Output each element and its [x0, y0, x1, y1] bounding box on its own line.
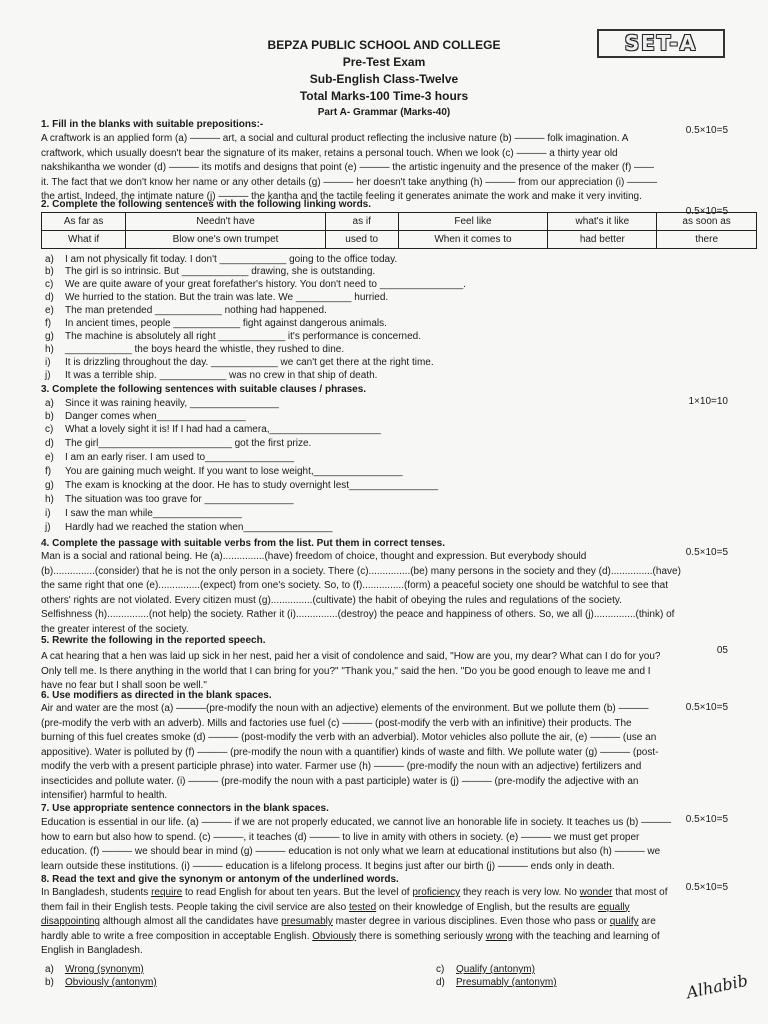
passage-text: although almost all the candidates have — [99, 916, 282, 927]
passage-text: are — [638, 916, 656, 927]
q3-item — [45, 438, 312, 449]
q1-passage — [41, 132, 731, 205]
teacher-signature: Alhabib — [684, 970, 750, 1003]
table-cell: what's it like — [548, 213, 657, 231]
q6-passage — [41, 702, 731, 804]
item-text: You are gaining much weight. If you want to lose weight,________________ — [65, 466, 403, 477]
q6-title: 6. Use modifiers as directed in the blank spaces. — [41, 690, 272, 701]
table-cell: Needn't have — [126, 213, 326, 231]
q4-marks: 0.5×10=5 — [685, 547, 728, 558]
q2-item — [45, 331, 422, 342]
item-text: Hardly had we reached the station when________________ — [65, 522, 333, 533]
item-text: It is drizzling throughout the day. ____________ we can't get there at the right time. — [65, 357, 434, 368]
q4-line: Man is a social and rational being. He (a)...............(have) freedom of choice, thought and expression. But everybody should — [41, 551, 587, 562]
item-text: The machine is absolutely all right ____________ it's performance is concerned. — [65, 331, 422, 342]
table-cell: as if — [325, 213, 398, 231]
q7-title: 7. Use appropriate sentence connectors in the blank spaces. — [41, 803, 329, 814]
q2-marks: 0.5×10=5 — [685, 206, 728, 217]
q8-answer — [436, 977, 557, 988]
q6-line: burning of this fuel creates smoke (d) ——— (post-modify the verb with an adverbial). Motor vehicles also pollute the air, (e) ——— (use an — [41, 732, 657, 743]
q2-item — [45, 357, 434, 368]
q3-marks: 1×10=10 — [688, 396, 728, 407]
q4-line: the greater interest of the society. — [41, 623, 189, 635]
underlined-word: proficiency — [412, 887, 461, 898]
item-text: Wrong (synonym) — [65, 964, 144, 975]
underlined-word: presumably — [281, 916, 333, 927]
passage-text: In Bangladesh, students — [41, 887, 152, 898]
school-name: BEPZA PUBLIC SCHOOL AND COLLEGE — [267, 38, 501, 52]
item-label: j) — [45, 522, 51, 533]
passage-text: with the teaching and learning of — [512, 930, 660, 942]
q1-marks: 0.5×10=5 — [685, 125, 728, 136]
item-label: g) — [45, 480, 54, 491]
underlined-word: wonder — [579, 887, 613, 898]
q3-item — [45, 411, 246, 422]
item-label: f) — [45, 318, 52, 329]
q1-line: nakshikantha we wonder (d) ——— its motifs and designs that point (e) ——— the artistic ingenuity and the presence of the maker (f) —— — [41, 162, 655, 173]
item-text: We are quite aware of your great forefather's history. You don't need to _______________. — [65, 279, 466, 290]
item-label: b) — [45, 266, 54, 277]
q6-line: insecticides and pollute water. (i) ——— (pre-modify the noun with a past participle) water is (j) ——— (pre-modify the adjective with an — [41, 775, 639, 787]
underlined-word: qualify — [609, 916, 639, 927]
q6-line: intensifier) harmful to health. — [41, 790, 168, 801]
item-text: Presumably (antonym) — [456, 977, 557, 988]
q6-line: appositive). Water is polluted by (f) ——— (pre-modify the noun with a quantifier) kinds of waste and filth. We pollute water (g) ——— (post- — [41, 746, 659, 758]
q8-passage — [41, 886, 731, 959]
item-text: The girl________________________ got the first prize. — [65, 438, 312, 449]
item-label: d) — [436, 977, 445, 988]
item-label: i) — [45, 357, 51, 368]
q3-item — [45, 452, 295, 463]
q4-line: (b)...............(consider) that he is not the only person in a society. There (c)...............(be) many persons in the society and they (d)...............(have) — [41, 565, 681, 577]
item-label: e) — [45, 305, 54, 316]
exam-title: Pre-Test Exam — [342, 55, 426, 69]
item-label: c) — [45, 424, 54, 435]
q3-item — [45, 480, 439, 491]
item-text: I saw the man while________________ — [65, 508, 242, 519]
passage-text: master degree in various disciplines. Even those who pass or — [332, 916, 610, 927]
item-text: What a lovely sight it is! If I had had a camera,____________________ — [65, 424, 381, 435]
q3-item — [45, 494, 294, 505]
q2-title: 2. Complete the following sentences with the following linking words. — [41, 199, 372, 210]
q2-item — [45, 279, 466, 290]
item-label: a) — [45, 398, 54, 409]
q8-line — [41, 930, 731, 945]
q7-line: Education is essential in our life. (a) ——— if we are not properly educated, we cannot live an honorable life in society. It teaches us (b) ——— — [41, 817, 672, 828]
passage-text: to read English for about ten years. But the level of — [182, 887, 413, 898]
item-label: b) — [45, 977, 54, 988]
q8-answer — [436, 964, 535, 975]
table-cell: Blow one's own trumpet — [126, 231, 326, 249]
passage-text: that most of — [612, 887, 668, 898]
item-text: Obviously (antonym) — [65, 977, 157, 988]
underlined-word: wrong — [485, 930, 513, 942]
table-cell: there — [657, 231, 757, 249]
item-label: e) — [45, 452, 54, 463]
item-label: i) — [45, 508, 51, 519]
q6-line: Air and water are the most (a) ———(pre-modify the noun with an adjective) elements of the environment. But we pollute them (b) ——— — [41, 703, 649, 714]
q4-line: Selfishness (h)...............(not help) the society. Rather it (i)...............(destroy) the peace and happiness of others. So, we all (j)...............(think) of — [41, 609, 675, 620]
q2-item — [45, 266, 376, 277]
item-text: The exam is knocking at the door. He has to study overnight lest________________ — [65, 480, 439, 491]
passage-text: on their knowledge of English, but the results are — [376, 901, 598, 913]
q2-item — [45, 344, 345, 355]
q6-marks: 0.5×10=5 — [685, 702, 728, 713]
q5-line: Only tell me. Is there anything in the world that I can bring for you?" "Thank you," said the hen. "Do you be good enough to leave me and I — [41, 665, 651, 677]
item-text: I am not physically fit today. I don't ____________ going to the office today. — [65, 254, 398, 265]
q4-passage — [41, 550, 731, 637]
passage-text: there is something seriously — [356, 930, 486, 942]
q3-item — [45, 424, 381, 435]
table-cell: Feel like — [398, 213, 548, 231]
q4-line: others' rights are not violated. Every citizen must (g)...............(cultivate) the habit of obeying the rules and regulations of the society. — [41, 594, 622, 606]
marks-line: Total Marks-100 Time-3 hours — [299, 89, 469, 103]
q8-marks: 0.5×10=5 — [685, 882, 728, 893]
q8-line — [41, 886, 731, 901]
q3-item — [45, 522, 333, 533]
q8-answer — [45, 977, 157, 988]
table-cell: as soon as — [657, 213, 757, 231]
q1-line: it. The fact that we don't know her name or any other details (g) ——— her doesn't take anything (h) ——— from our appreciation (i) ——— — [41, 176, 658, 188]
item-label: d) — [45, 292, 54, 303]
table-row — [42, 213, 757, 231]
item-label: d) — [45, 438, 54, 449]
q7-marks: 0.5×10=5 — [685, 814, 728, 825]
table-cell: used to — [325, 231, 398, 249]
q3-item — [45, 466, 403, 477]
subject-line: Sub-English Class-Twelve — [309, 72, 459, 86]
item-label: j) — [45, 370, 51, 381]
q3-title: 3. Complete the following sentences with suitable clauses / phrases. — [41, 384, 367, 395]
q5-marks: 05 — [716, 645, 728, 656]
item-text: In ancient times, people ____________ fight against dangerous animals. — [65, 318, 387, 329]
set-stamp: SET-A — [597, 29, 725, 58]
item-label: g) — [45, 331, 54, 342]
q8-line — [41, 944, 731, 959]
q5-passage — [41, 650, 731, 694]
q7-line: learn outside these institutions. (i) ——— education is a lifelong process. It begins just after our birth (j) ——— ends only in death. — [41, 860, 615, 872]
underlined-word: Obviously — [312, 930, 357, 942]
item-text: We hurried to the station. But the train was late. We __________ hurried. — [65, 292, 389, 303]
q4-title: 4. Complete the passage with suitable verbs from the list. Put them in correct tenses. — [41, 538, 445, 549]
item-label: c) — [436, 964, 445, 975]
table-cell: As far as — [42, 213, 126, 231]
q5-line: have no fear but I shall soon be well." — [41, 680, 207, 691]
item-text: The man pretended ____________ nothing had happened. — [65, 305, 327, 316]
q7-passage — [41, 816, 731, 874]
q2-item — [45, 305, 327, 316]
underlined-word: tested — [348, 901, 377, 913]
table-cell: What if — [42, 231, 126, 249]
q5-line: A cat hearing that a hen was laid up sick in her nest, paid her a visit of condolence and said, "How are you, my dear? What can I do for you? — [41, 651, 661, 662]
item-label: h) — [45, 344, 54, 355]
q8-line — [41, 915, 731, 930]
q8-line — [41, 901, 731, 916]
item-label: b) — [45, 411, 54, 422]
table-row — [42, 231, 757, 249]
passage-text: them fail in their English tests. People taking the civil service are also — [41, 901, 349, 913]
q1-line: A craftwork is an applied form (a) ——— art, a social and cultural product reflecting the inclusive nature (b) ——— folk imagination. A — [41, 133, 629, 144]
q4-line: the same right that one (e)...............(expect) from one's society. So, to (f)...............(form) a peaceful society one should be watchful to see that — [41, 580, 669, 591]
table-cell: When it comes to — [398, 231, 548, 249]
linking-words-table — [41, 212, 757, 249]
underlined-word: equally — [597, 901, 630, 913]
q6-line: (pre-modify the verb with an adverb). Mills and factories use fuel (c) ——— (post-modify the verb with an infinitive) their products. The — [41, 717, 632, 729]
item-text: It was a terrible ship. ____________ was no crew in that ship of death. — [65, 370, 378, 381]
q8-answer — [45, 964, 144, 975]
item-text: I am an early riser. I am used to________________ — [65, 452, 295, 463]
table-cell: had better — [548, 231, 657, 249]
passage-text: hardly able to write a free composition in acceptable English. — [41, 930, 313, 942]
passage-text: English in Bangladesh. — [41, 945, 143, 956]
underlined-word: disappointing — [41, 916, 100, 927]
q8-title: 8. Read the text and give the synonym or antonym of the underlined words. — [41, 874, 399, 885]
passage-text: they reach is very low. No — [460, 887, 580, 898]
q3-item — [45, 398, 279, 409]
q5-title: 5. Rewrite the following in the reported speech. — [41, 635, 266, 646]
underlined-word: require — [151, 887, 183, 898]
item-label: a) — [45, 254, 54, 265]
item-label: c) — [45, 279, 54, 290]
item-label: f) — [45, 466, 52, 477]
q1-line: the artist. Indeed, the intimate nature (j) ——— the kantha and the tactile feeling it generates animate the work and make it very inviting. — [41, 191, 642, 202]
q6-line: modify the verb with a present participle phrase) into water. Farmer use (h) ——— (pre-modify the noun with an adjective) fertilizers and — [41, 761, 642, 772]
item-label: a) — [45, 964, 54, 975]
item-text: ____________ the boys heard the whistle, they rushed to dine. — [65, 344, 345, 355]
q2-item — [45, 254, 398, 265]
q7-line: education. (f) ——— we should bear in mind (g) ——— education is not only what we learn at educational institutions but also (h) ——— we — [41, 846, 661, 857]
q2-item — [45, 292, 389, 303]
part-title: Part A- Grammar (Marks-40) — [317, 107, 451, 118]
item-text: The girl is so intrinsic. But ____________ drawing, she is outstanding. — [65, 266, 376, 277]
q1-title: 1. Fill in the blanks with suitable prepositions:- — [41, 119, 264, 130]
item-text: Danger comes when________________ — [65, 411, 246, 422]
q1-line: craftwork, which usually doesn't bear the signature of its maker, retains a personal touch. When we look (c) ——— a thirty year old — [41, 147, 618, 159]
item-label: h) — [45, 494, 54, 505]
q2-item — [45, 318, 387, 329]
q7-line: how to earn but also how to spend. (c) ———, it teaches (d) ——— to live in amity with others in society. (e) ——— we must get proper — [41, 831, 640, 843]
q3-item — [45, 508, 242, 519]
item-text: The situation was too grave for ________________ — [65, 494, 294, 505]
q2-item — [45, 370, 378, 381]
item-text: Qualify (antonym) — [456, 964, 535, 975]
item-text: Since it was raining heavily, ________________ — [65, 398, 279, 409]
